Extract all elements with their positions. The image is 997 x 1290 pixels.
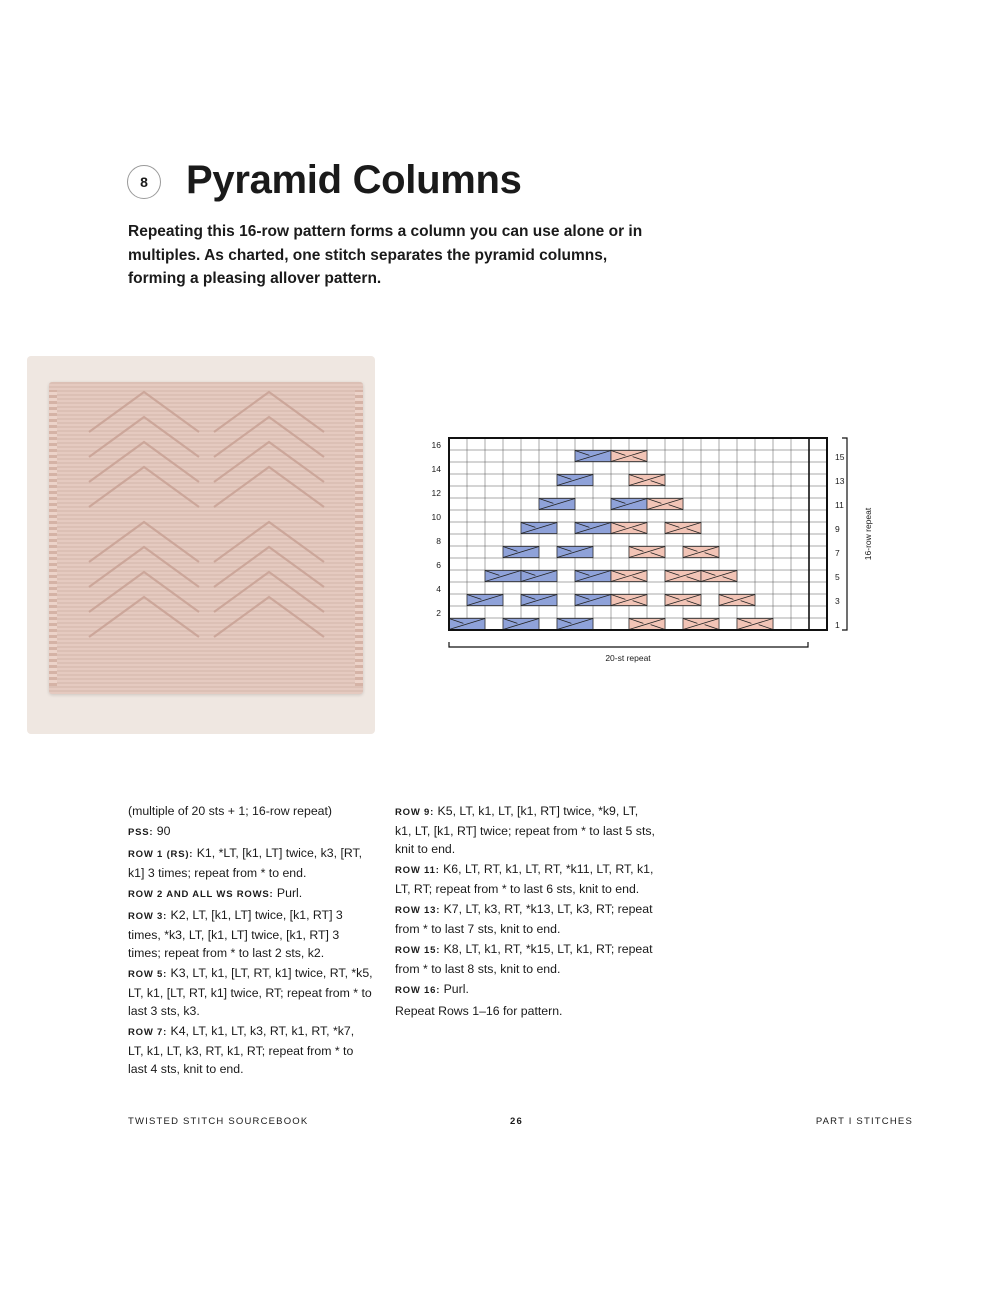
lt-cable xyxy=(575,595,611,606)
instruction-text: K1, *LT, [k1, LT] twice, k3, [RT, k1] 3 times; repeat from * to end. xyxy=(128,846,363,880)
row-label-left: 14 xyxy=(431,464,441,474)
instruction-label: ROW 15: xyxy=(395,945,441,956)
lt-cable xyxy=(557,619,593,630)
lt-cable xyxy=(575,571,611,582)
rt-cable xyxy=(629,475,665,486)
rt-cable xyxy=(611,571,647,582)
swatch-texture xyxy=(49,382,363,694)
instruction-paragraph xyxy=(128,822,373,842)
row-label-right: 5 xyxy=(835,572,840,582)
row-label-left: 16 xyxy=(431,440,441,450)
row-label-right: 7 xyxy=(835,548,840,558)
instruction-label: ROW 5: xyxy=(128,969,168,980)
stitch-repeat-bracket xyxy=(449,642,808,647)
instruction-label: PSS: xyxy=(128,827,154,838)
instruction-text: K2, LT, [k1, LT] twice, [k1, RT] 3 times, *k3, LT, [k1, LT] twice, [k1, RT] 3 times; repeat from * to last 2 sts, k2. xyxy=(128,908,343,960)
rt-cable xyxy=(611,595,647,606)
rt-cable xyxy=(611,451,647,462)
rt-cable xyxy=(683,547,719,558)
rt-cable xyxy=(737,619,773,630)
lt-cable xyxy=(521,523,557,534)
instruction-text: 90 xyxy=(153,824,171,838)
row-label-left: 8 xyxy=(436,536,441,546)
rt-cable xyxy=(665,523,701,534)
row-label-left: 4 xyxy=(436,584,441,594)
instruction-text: K5, LT, k1, LT, [k1, RT] twice, *k9, LT, k1, LT, [k1, RT] twice; repeat from * to last 5 sts, knit to end. xyxy=(395,804,655,856)
lt-cable xyxy=(503,547,539,558)
instruction-text: Purl. xyxy=(273,886,303,900)
row-label-left: 12 xyxy=(431,488,441,498)
rt-cable xyxy=(647,499,683,510)
lt-cable xyxy=(539,499,575,510)
instruction-paragraph xyxy=(395,980,657,1000)
lt-cable xyxy=(485,571,521,582)
footer-section: PART I STITCHES xyxy=(815,1116,913,1127)
row-label-left: 10 xyxy=(431,512,441,522)
lt-cable xyxy=(557,547,593,558)
instruction-label: ROW 13: xyxy=(395,905,441,916)
lt-cable xyxy=(575,523,611,534)
rt-cable xyxy=(701,571,737,582)
instruction-label: ROW 1 (RS): xyxy=(128,849,194,860)
rt-cable xyxy=(719,595,755,606)
instruction-paragraph xyxy=(395,1002,657,1020)
instruction-text: K3, LT, k1, [LT, RT, k1] twice, RT, *k5, LT, k1, [LT, RT, k1] twice, RT; repeat from * to last 3 sts, k3. xyxy=(128,966,373,1018)
rt-cable xyxy=(683,619,719,630)
instruction-label: ROW 16: xyxy=(395,985,441,996)
pattern-number-badge xyxy=(127,165,161,199)
instruction-paragraph xyxy=(128,906,373,962)
footer-page-number: 26 xyxy=(510,1116,523,1127)
knitted-swatch xyxy=(49,382,363,694)
row-label-right: 9 xyxy=(835,524,840,534)
instruction-paragraph xyxy=(395,940,657,978)
instruction-paragraph xyxy=(395,900,657,938)
pattern-number: 8 xyxy=(140,174,148,190)
lt-cable xyxy=(575,451,611,462)
footer-book-title: TWISTED STITCH SOURCEBOOK xyxy=(128,1116,309,1127)
instruction-text: Repeat Rows 1–16 for pattern. xyxy=(395,1004,563,1018)
lt-cable xyxy=(521,595,557,606)
row-label-left: 2 xyxy=(436,608,441,618)
stitch-repeat-label: 20-st repeat xyxy=(605,653,651,663)
instruction-paragraph xyxy=(128,1022,373,1078)
row-label-right: 11 xyxy=(835,500,844,510)
lt-cable xyxy=(521,571,557,582)
rt-cable xyxy=(611,523,647,534)
lt-cable xyxy=(557,475,593,486)
instruction-paragraph xyxy=(128,844,373,882)
instruction-paragraph xyxy=(128,884,373,904)
row-label-left: 6 xyxy=(436,560,441,570)
instruction-label: ROW 3: xyxy=(128,911,168,922)
instruction-text: K7, LT, k3, RT, *k13, LT, k3, RT; repeat from * to last 7 sts, knit to end. xyxy=(395,902,653,936)
row-label-right: 15 xyxy=(835,452,845,462)
lt-cable xyxy=(467,595,503,606)
row-label-right: 13 xyxy=(835,476,845,486)
intro-paragraph: Repeating this 16-row pattern forms a column you can use alone or in multiples. As charted, one stitch separates the pyramid columns, forming a pleasing allover pattern. xyxy=(128,223,643,287)
instruction-paragraph xyxy=(395,802,657,858)
instructions-column-1 xyxy=(128,802,373,1080)
rt-cable xyxy=(665,571,701,582)
instruction-text: (multiple of 20 sts + 1; 16-row repeat) xyxy=(128,804,333,818)
knitting-chart xyxy=(420,430,890,670)
lt-cable xyxy=(449,619,485,630)
page-title: Pyramid Columns xyxy=(186,158,522,202)
instruction-paragraph xyxy=(128,802,373,820)
instruction-text: K6, LT, RT, k1, LT, RT, *k11, LT, RT, k1, LT, RT; repeat from * to last 6 sts, knit to end. xyxy=(395,862,654,896)
instructions-column-2 xyxy=(395,802,657,1022)
rt-cable xyxy=(629,619,665,630)
swatch-photo xyxy=(27,356,375,734)
instruction-label: ROW 11: xyxy=(395,865,440,876)
instruction-label: ROW 7: xyxy=(128,1027,168,1038)
instruction-paragraph xyxy=(128,964,373,1020)
instruction-label: ROW 9: xyxy=(395,807,435,818)
row-label-right: 3 xyxy=(835,596,840,606)
instruction-text: K8, LT, k1, RT, *k15, LT, k1, RT; repeat from * to last 8 sts, knit to end. xyxy=(395,942,653,976)
lt-cable xyxy=(503,619,539,630)
lt-cable xyxy=(611,499,647,510)
row-repeat-label: 16-row repeat xyxy=(863,507,873,561)
instruction-text: Purl. xyxy=(440,982,469,996)
rt-cable xyxy=(629,547,665,558)
instruction-paragraph xyxy=(395,860,657,898)
row-repeat-bracket xyxy=(842,438,847,630)
instruction-text: K4, LT, k1, LT, k3, RT, k1, RT, *k7, LT, k1, LT, k3, RT, k1, RT; repeat from * to last 4 sts, knit to end. xyxy=(128,1024,355,1076)
rt-cable xyxy=(665,595,701,606)
instruction-label: ROW 2 AND ALL WS ROWS: xyxy=(128,889,274,900)
row-label-right: 1 xyxy=(835,620,840,630)
